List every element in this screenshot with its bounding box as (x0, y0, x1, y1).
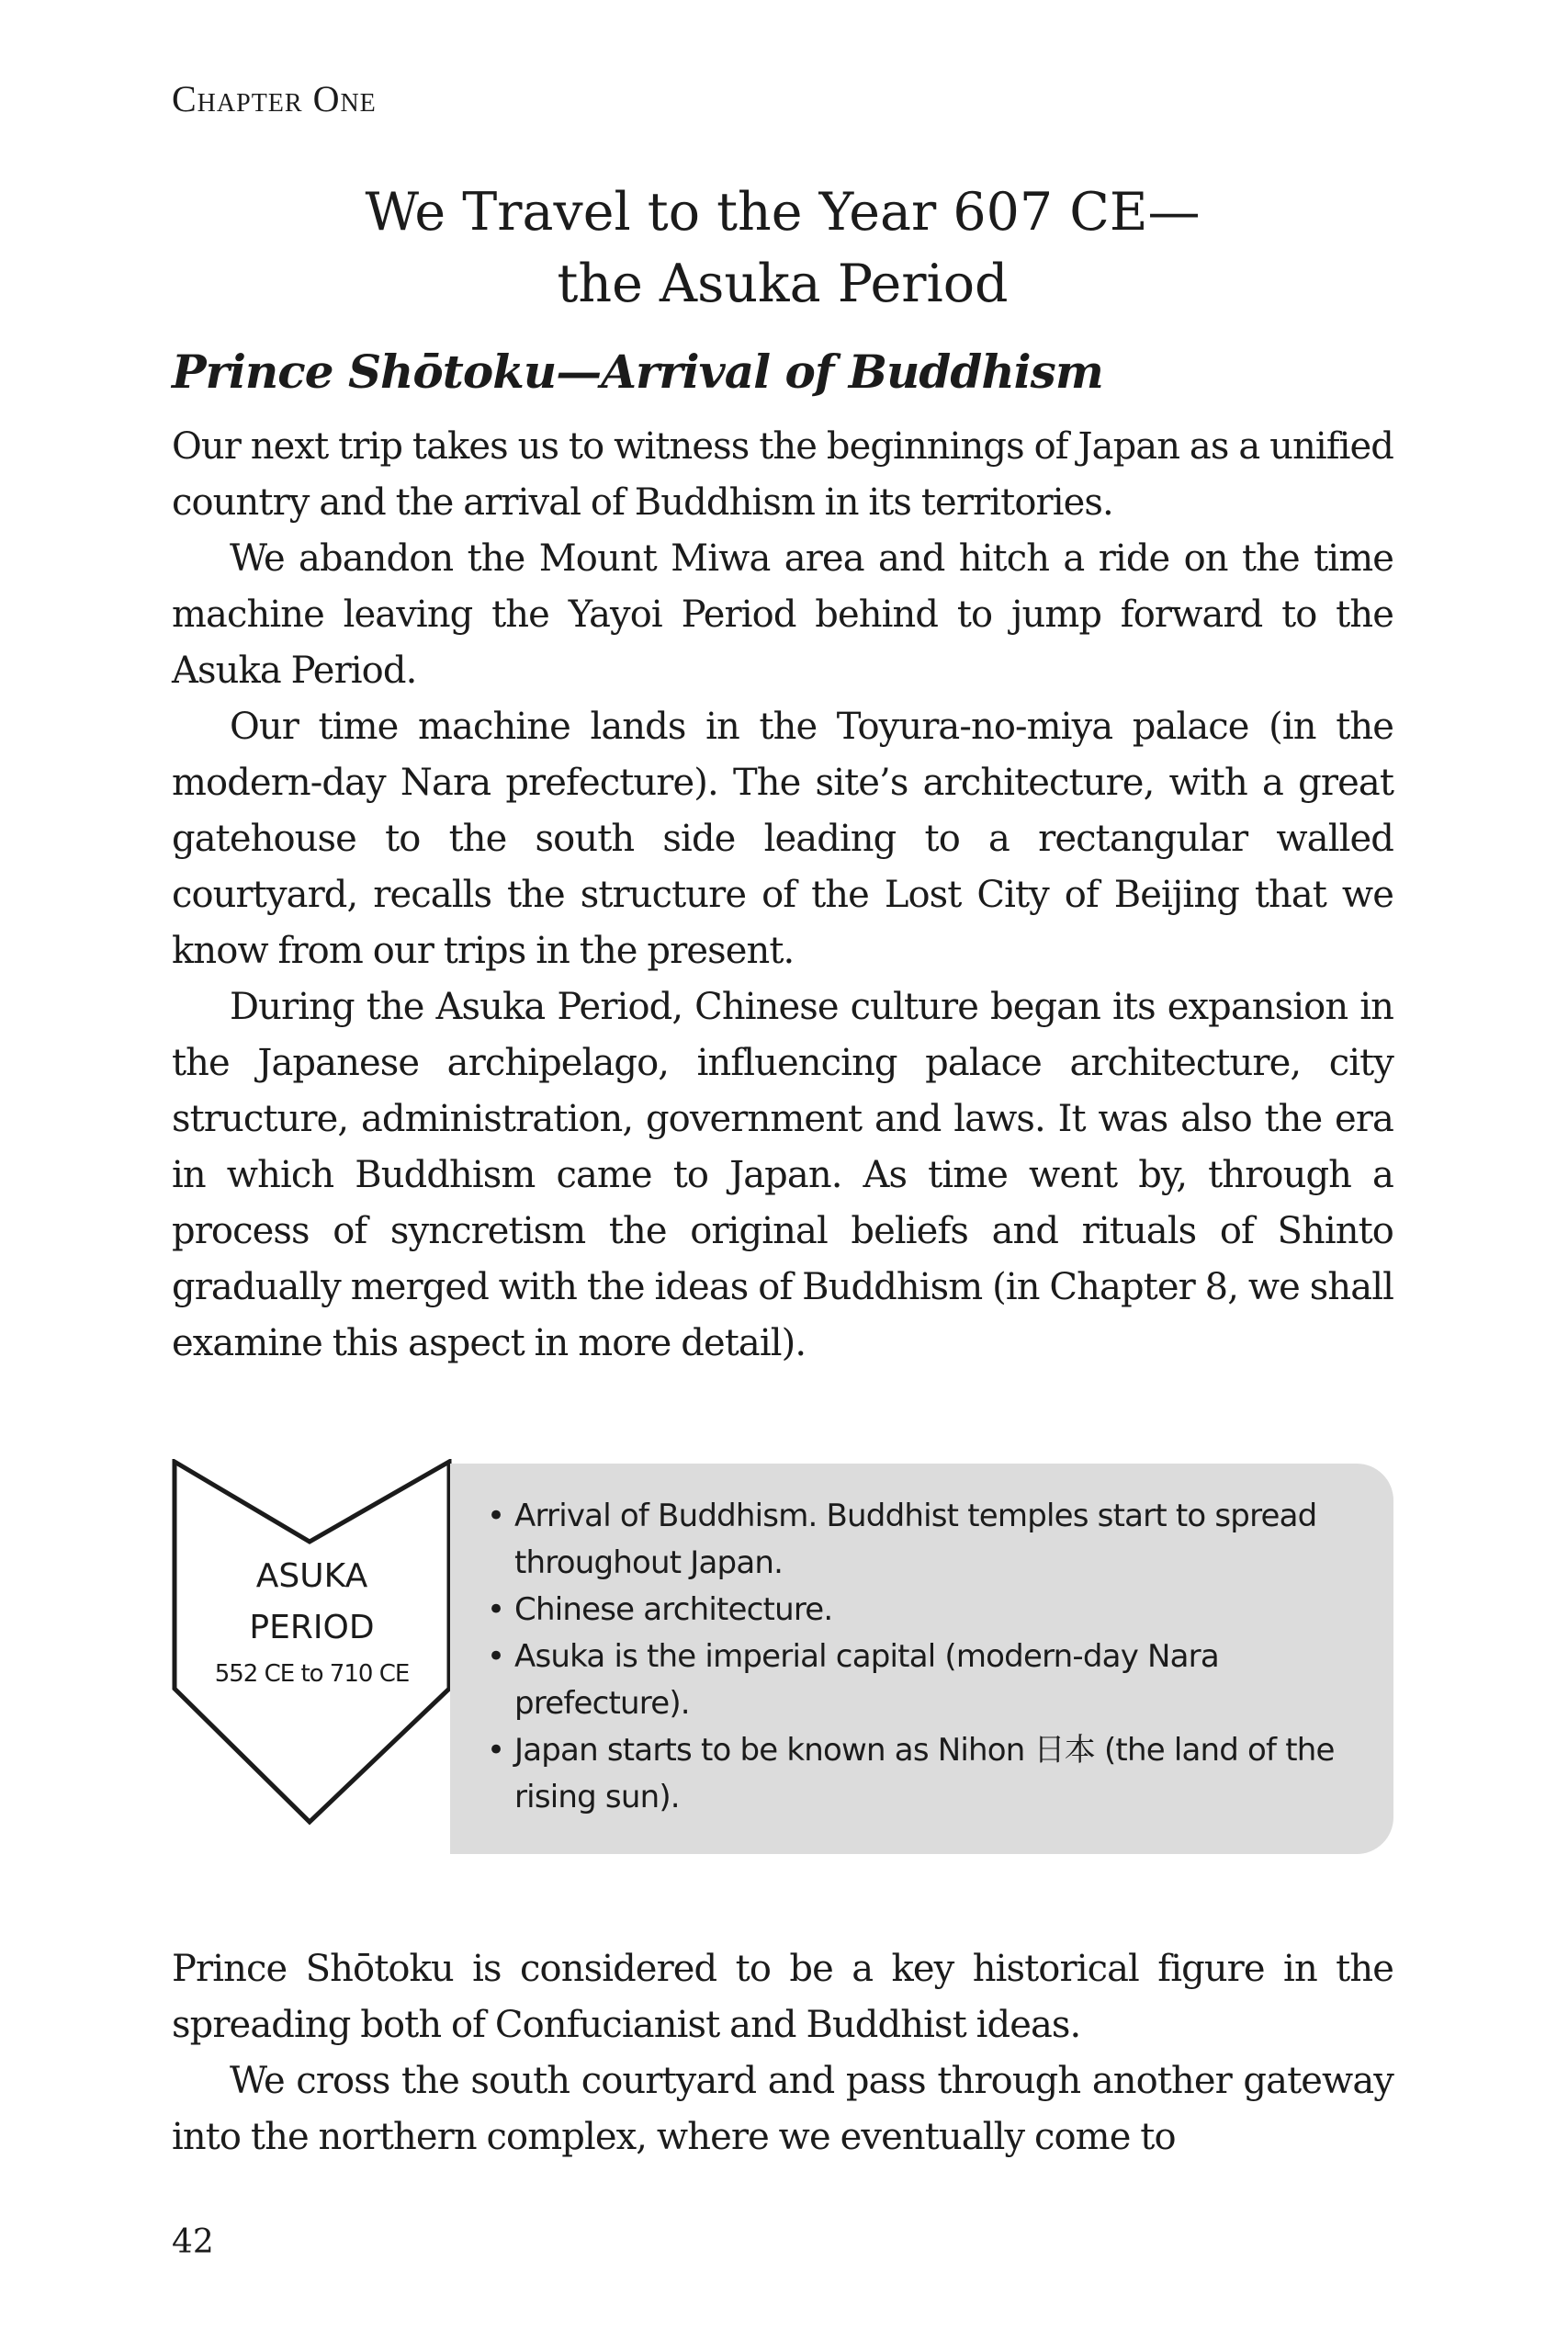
running-head: Chapter One (172, 78, 377, 119)
period-date-range: 552 CE to 710 CE (214, 1660, 410, 1688)
period-badge (172, 1459, 452, 1826)
chapter-title-line-2: the Asuka Period (557, 254, 1009, 314)
list-item: • Arrival of Buddhism. Buddhist temples start to spread throughout Japan. (485, 1493, 1366, 1587)
timeline-box (172, 1459, 1393, 1854)
period-name-line-2: PERIOD (249, 1609, 375, 1646)
page-number: 42 (172, 2223, 214, 2261)
period-name-line-1: ASUKA (255, 1557, 368, 1595)
paragraph: Our time machine lands in the Toyura-no-miya palace (in the modern-day Nara prefecture). The site’s architecture, with a great gatehouse to the south side leading to a rectangular walled courtyard, recalls the structure of the Lost City of Beijing that we know from our trips in the present. (172, 706, 1393, 972)
period-badge-text (172, 1551, 452, 1694)
paragraph: We abandon the Mount Miwa area and hitch a ride on the time machine leaving the Yayoi Period behind to jump forward to the Asuka Period. (172, 537, 1393, 692)
body-text-bottom (172, 1941, 1393, 2165)
paragraph: During the Asuka Period, Chinese culture began its expansion in the Japanese archipelago, influencing palace architecture, city structure, administration, government and laws. It was also the era in which Buddhism came to Japan. As time went by, through a process of syncretism the original beliefs and rituals of Shinto gradually merged with the ideas of Buddhism (in Chapter 8, we shall examine this aspect in more detail). (172, 986, 1393, 1364)
chapter-title-line-1: We Travel to the Year 607 CE— (365, 182, 1201, 243)
list-item: • Japan starts to be known as Nihon 日本 (the land of the rising sun). (485, 1727, 1366, 1821)
paragraph: We cross the south courtyard and pass through another gateway into the northern complex, where we eventually come to (172, 2060, 1393, 2158)
timeline-facts-list (485, 1493, 1366, 1821)
timeline-facts-panel (450, 1464, 1393, 1854)
list-item: • Asuka is the imperial capital (modern-day Nara prefecture). (485, 1634, 1366, 1727)
paragraph: Prince Shōtoku is considered to be a key historical figure in the spreading both of Confucianist and Buddhist ideas. (172, 1948, 1393, 2046)
section-subtitle: Prince Shōtoku—Arrival of Buddhism (172, 345, 1103, 399)
chapter-title (172, 176, 1393, 320)
body-text-top (172, 419, 1393, 1372)
list-item: • Chinese architecture. (485, 1587, 1366, 1634)
paragraph: Our next trip takes us to witness the beginnings of Japan as a unified country and the arrival of Buddhism in its territories. (172, 425, 1393, 524)
